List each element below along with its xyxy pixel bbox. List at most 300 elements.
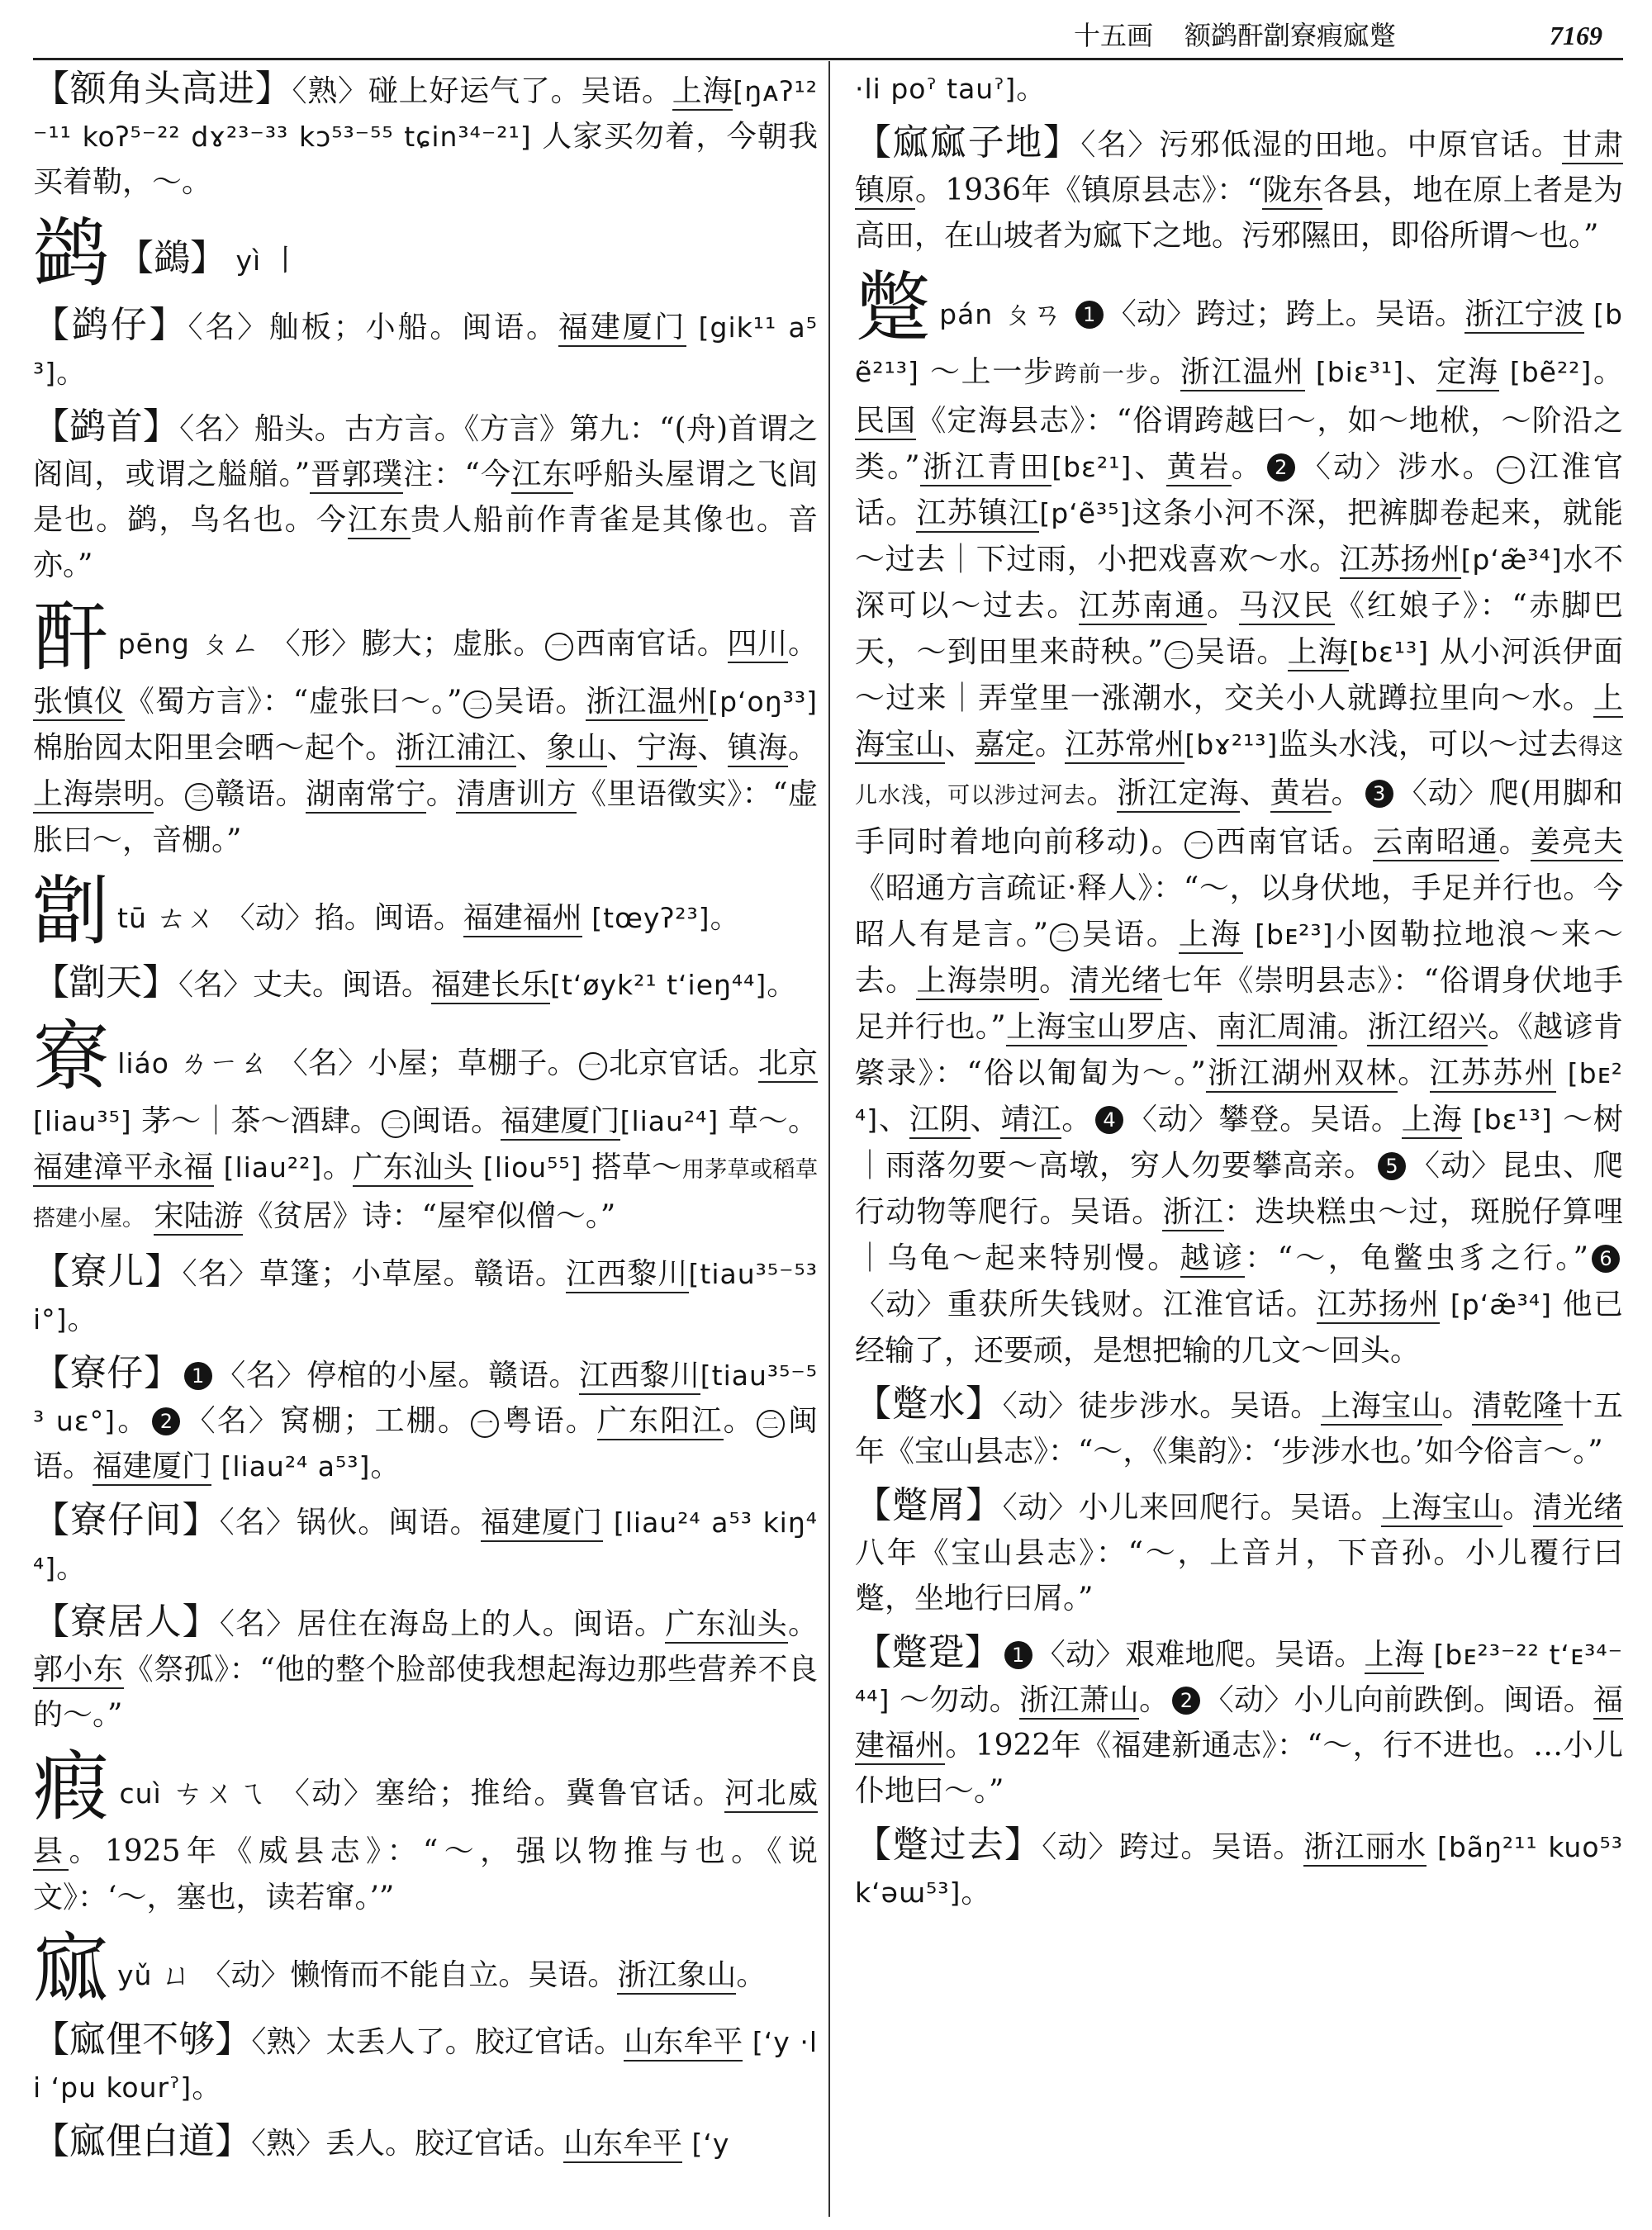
entry-text: 、 [944, 728, 976, 762]
entry-text: 〈动〉爬(用脚和手同时着地向前移动)。 [855, 776, 1623, 859]
entry-text: 。 [1498, 825, 1531, 859]
running-header [1074, 15, 1602, 51]
place-name: 南汇周浦 [1217, 1010, 1337, 1046]
entry-text: 。 [723, 1404, 755, 1438]
entry-text: 。 [710, 901, 740, 935]
sense-marker: 二 [1050, 923, 1078, 951]
entry-text: 。 [1336, 1010, 1368, 1044]
phonetic: [bᴇ²³] [1255, 918, 1334, 951]
phonetic: [bɛ¹³] [1472, 1103, 1553, 1136]
entry-liao-zai [33, 1350, 818, 1489]
sense-marker: 一 [545, 633, 573, 661]
entry-text: 。 [1592, 355, 1623, 389]
place-name: 上海崇明 [916, 964, 1039, 1000]
entry-text: 。 [1231, 450, 1264, 484]
entry-text: 《祭孤》：“他的整个脸部使我想起海边那些营养不良的～。” [33, 1653, 818, 1732]
phonetic: [ʻy [691, 2128, 730, 2160]
person-name: 姜亮夫 [1531, 825, 1623, 861]
entry-text: 。 [1016, 72, 1047, 106]
headword-yu [33, 1924, 818, 2013]
phonetic: [pʻæ̃³⁴] [1460, 543, 1563, 576]
entry-text: 注：“今 [402, 458, 512, 491]
entry-text: 西南官话。 [575, 627, 728, 661]
entry-text: 〈动〉跨过；跨上。吴语。 [1106, 297, 1465, 331]
sense-marker: 二 [1165, 641, 1193, 669]
entry-text: 〈名〉污邪低湿的田地。中原官话。 [1080, 128, 1563, 162]
entry-text: 。 [370, 1450, 401, 1483]
entry-text: 、 [697, 731, 728, 765]
entry-text: 〈动〉徒步涉水。吴语。 [1002, 1389, 1321, 1423]
phonetic: [bẽ²²] [1509, 356, 1593, 388]
sense-marker: 一 [471, 1410, 499, 1438]
pinyin: yǔ [117, 1959, 153, 1991]
place-name: 浙江温州 [1180, 355, 1305, 391]
entry-text: 《昭通方言疏证·释人》：“～，以身伏地，手足并行也。今昭人有是言。” [855, 871, 1623, 951]
place-name: 云南昭通 [1373, 825, 1498, 861]
place-name: 宁海 [637, 731, 697, 767]
entry-text: 。 [116, 1404, 150, 1438]
entry-pan-shui [855, 1381, 1623, 1474]
place-name: 黄岩 [1270, 776, 1332, 813]
entry-text: 呼船头屋谓之飞闾是也。鹢，鸟名也。今 [33, 458, 818, 537]
entry-text: ～树｜雨落勿要～高墩，穷人勿要攀高亲。 [855, 1103, 1623, 1183]
sense-marker: 二 [382, 1110, 410, 1138]
entry-yu-li-bai-dao [33, 2118, 818, 2166]
entry-headword: 【蹩水】 [855, 1383, 1003, 1425]
entry-text: 〈熟〉丢人。胶辽官话。 [251, 2127, 564, 2161]
phonetic: [ʻy ·li ʻpu kourˀ] [33, 2026, 818, 2104]
place-name: 福建福州 [855, 1683, 1623, 1765]
place-name: 江苏镇江 [916, 496, 1039, 533]
entry-text: 茅～｜茶～酒肆。 [131, 1104, 380, 1138]
entry-text: 。 [1061, 1103, 1093, 1136]
entry-text: ：“～，龟鳖虫豸之行。” [1245, 1241, 1588, 1275]
column-divider [828, 61, 830, 2217]
sense-number: 1 [184, 1362, 212, 1390]
place-name: 浙江定海 [1117, 776, 1239, 813]
place-name: 江苏扬州 [1340, 543, 1461, 579]
place-name: 浙江青田 [920, 450, 1052, 486]
entry-text: 水不深可以～过去。 [855, 543, 1623, 623]
entry-liao-zai-jian [33, 1497, 818, 1591]
place-name: 上海宝山 [855, 681, 1623, 764]
entry-text: 〈动〉懒惰而不能自立。吴语。 [201, 1958, 618, 1992]
place-name: 上海宝山 [1321, 1389, 1442, 1426]
entry-text: 七年《崇明县志》：“俗谓身伏地手足并行也。” [855, 964, 1623, 1044]
pinyin: tū [117, 902, 147, 934]
entry-text: 吴语。 [1080, 918, 1179, 951]
entry-text: 。 [1149, 355, 1181, 389]
entry-headword: 【劏天】 [33, 961, 178, 1004]
entry-e-jiao-tou-gao-jin [33, 66, 818, 205]
pinyin: liáo [117, 1047, 169, 1079]
entry-text: 《定海县志》：“俗谓跨越曰～，如～地栿，～阶沿之类。” [855, 404, 1623, 484]
place-name: 上海 [1288, 635, 1349, 671]
entry-text: 〈动〉昆虫、爬行动物等爬行。吴语。 [855, 1149, 1623, 1229]
header-rule [33, 58, 1623, 60]
entry-text: 。 [322, 1151, 354, 1184]
head-character: 鹢 [33, 210, 110, 298]
entry-liao-er [33, 1249, 818, 1342]
place-name: 福建福州 [463, 901, 582, 937]
entry-text: 贵人船前作青雀是其像也。音亦。” [33, 503, 818, 582]
place-name: 江苏扬州 [1317, 1288, 1440, 1324]
gloss-note: 跨前一步 [1054, 362, 1150, 387]
place-name: 上海崇明 [33, 777, 154, 814]
place-name: 上海 [1402, 1103, 1463, 1139]
header-characters: 额鹢酐劏寮瘕寙蹩 [1184, 20, 1397, 51]
headword-pan [855, 263, 1623, 1374]
sense-number: 3 [1365, 780, 1393, 808]
phonetic: [bᴇ²³⁻²² tʻᴇ³⁴⁻⁴⁴] [855, 1639, 1623, 1716]
entry-text: 江淮官话。 [855, 450, 1623, 530]
pinyin: pēng [117, 628, 190, 660]
phonetic: [tœyʔ²³] [591, 902, 710, 934]
entry-text: 。 [192, 2071, 222, 2104]
place-name: 清光绪 [1533, 1491, 1623, 1527]
entry-text: 。 [56, 1551, 87, 1585]
zhuyin: ㄊㄨ [156, 901, 216, 935]
place-name: 上海 [1179, 918, 1243, 954]
entry-text: 十五年《宝山县志》：“～，《集韵》：‘步涉水也。’如今俗言～。” [855, 1389, 1623, 1468]
entry-text: 。 [787, 1607, 818, 1641]
head-character: 酐 [33, 593, 110, 681]
entry-text: 〈熟〉太丢人了。胶辽官话。 [251, 2025, 624, 2059]
entry-text: 。 [425, 777, 457, 811]
headword-tu [33, 867, 818, 956]
place-name: 四川 [728, 627, 788, 663]
place-name: 山东牟平 [563, 2127, 682, 2163]
place-name: 福建长乐 [431, 968, 550, 1004]
phonetic: [biɛ³¹] [1315, 356, 1405, 388]
place-name: 上海 [672, 74, 733, 111]
entry-text: ～上一步 [919, 355, 1055, 389]
entry-text: 、 [1186, 1010, 1218, 1044]
entry-text: 。 [1086, 776, 1118, 810]
phonetic: [liou⁵⁵] [482, 1151, 582, 1184]
entry-headword: 【寮居人】 [33, 1601, 220, 1643]
place-name: 广东汕头 [665, 1607, 788, 1644]
entry-text: 《里语徵实》：“虚胀曰～，音棚。” [33, 777, 818, 857]
entry-text: 。1925年《威县志》：“～，强以物推与也。《说文》：‘～，塞也，读若窜。’” [33, 1834, 818, 1914]
entry-text: 。 [787, 731, 818, 765]
right-column [855, 66, 1623, 2222]
entry-text: ：迭块糕虫～过，斑脱仔算哩｜乌龟～起来特别慢。 [855, 1195, 1623, 1275]
place-name: 浙江 [1162, 1195, 1224, 1231]
place-name: 江阴 [909, 1103, 971, 1139]
place-name: 上海 [1365, 1638, 1424, 1674]
head-character: 劏 [33, 867, 110, 956]
entry-pan-xie [855, 1483, 1623, 1621]
entry-text: 〈动〉塞给；推给。冀鲁官话。 [279, 1777, 725, 1810]
phonetic: [liau²⁴ a⁵³] [221, 1450, 371, 1483]
phonetic: [bãŋ²¹¹ kuo⁵³ kʻəɯ⁵³] [855, 1831, 1623, 1909]
entry-text: 。 [1331, 776, 1362, 810]
entry-text: 草～。 [719, 1104, 818, 1138]
place-name: 广东阳江 [597, 1404, 724, 1440]
sense-number: 1 [1075, 301, 1104, 329]
entry-headword: 【蹩跫】 [855, 1631, 1001, 1673]
place-name: 镇海 [728, 731, 788, 767]
gloss-note: 得这儿水浅，可以涉过河去 [855, 734, 1623, 809]
entry-text: 〈熟〉碰上好运气了。吴语。 [292, 74, 672, 108]
entry-text: 〈动〉涉水。 [1298, 450, 1495, 484]
place-name: 江东 [511, 458, 572, 494]
phonetic: [pʻoŋ³³] [708, 686, 818, 718]
person-name: 宋陆游 [154, 1199, 243, 1236]
zhuyin: ㄆㄥ [200, 627, 261, 661]
gloss-note: 用茅草或稻草搭建小屋。 [33, 1157, 818, 1231]
sense-number: 2 [1267, 453, 1295, 482]
entry-liao-ju-ren [33, 1599, 818, 1738]
entry-text: 。 [153, 777, 184, 811]
phonetic: [liau³⁵] [33, 1105, 132, 1137]
entry-yu-li-bu-gou [33, 2017, 818, 2110]
entry-text: 〈名〉窝棚；工棚。 [183, 1404, 470, 1438]
entry-text: 这条小河不深，把裤脚卷起来，就能～过去｜下过雨，小把戏喜欢～水。 [855, 496, 1623, 576]
entry-text: 八年《宝山县志》：“～，上音爿，下音孙。小儿覆行曰蹩，坐地行曰屑。” [855, 1536, 1623, 1616]
stroke-count: 十五画 [1074, 20, 1154, 51]
headword-cui [33, 1743, 818, 1921]
entry-text: 〈名〉草篷；小草屋。赣语。 [182, 1257, 567, 1291]
entry-text: 、 [606, 731, 638, 765]
place-name: 福建漳平永福 [33, 1151, 214, 1187]
entry-text: 《蜀方言》：“虚张曰～。” [124, 685, 463, 719]
entry-yu-yu-zi-di [855, 120, 1623, 259]
entry-text: 吴语。 [493, 685, 586, 719]
phonetic: [tʻøyk²¹ tʻieŋ⁴⁴] [550, 969, 767, 1001]
sense-marker: 一 [1184, 831, 1213, 859]
entry-text: 。 [1207, 589, 1239, 623]
source-title: 越谚 [1180, 1241, 1246, 1278]
sense-number: 2 [152, 1407, 180, 1435]
place-name: 广东汕头 [353, 1151, 473, 1187]
phonetic: [pʻæ̃³⁴] [1450, 1288, 1552, 1321]
place-name: 北京 [758, 1046, 818, 1083]
entry-text: 。1936年《镇原县志》：“ [914, 173, 1262, 207]
place-name: 黄岩 [1166, 450, 1231, 486]
place-name: 福建厦门 [481, 1506, 604, 1542]
place-name: 湖南常宁 [306, 777, 426, 814]
entry-text: 他已经输了，还要顽，是想把输的几文～回头。 [855, 1288, 1623, 1368]
entry-text: 棉胎囥太阳里会晒～起个。 [33, 731, 396, 765]
place-name: 浙江浦江 [396, 731, 516, 767]
head-character: 寙 [33, 1924, 110, 2013]
entry-text: 、 [1132, 450, 1167, 484]
place-name: 浙江萧山 [1019, 1683, 1139, 1720]
entry-headword: 【寙俚不够】 [33, 2019, 252, 2061]
pinyin: yì [235, 244, 262, 277]
entry-text: 、 [878, 1103, 909, 1136]
sense-number: 6 [1592, 1245, 1620, 1273]
entry-text: 〈名〉舢板；小船。闽语。 [188, 311, 558, 344]
entry-text: 。《越谚肯綮录》：“俗以匍匐为～。” [855, 1010, 1623, 1090]
entry-headword: 【蹩过去】 [855, 1824, 1042, 1866]
place-name: 上海宝山罗店 [1006, 1010, 1187, 1046]
head-character: 蹩 [855, 263, 932, 352]
entry-text: 各县，地在原上者是为高田，在山坡者为寙下之地。污邪隰田，即俗所谓～也。” [855, 173, 1623, 253]
place-name: 河北威县 [33, 1777, 818, 1871]
headword-liao [33, 1013, 818, 1242]
place-name: 江苏南通 [1079, 589, 1207, 625]
entry-text: 。1922年《福建新通志》：“～，行不进也。…小儿仆地曰～。” [855, 1729, 1623, 1808]
entry-text: 《贫居》诗：“屋窄似僧～。” [243, 1199, 616, 1233]
head-character: 瘕 [33, 1743, 112, 1831]
place-name: 江西黎川 [566, 1257, 688, 1293]
sense-marker: 三 [185, 783, 213, 811]
sense-number: 4 [1095, 1106, 1123, 1134]
variant-form: 【鷁】 [117, 237, 227, 279]
page-number: 7169 [1550, 21, 1602, 50]
phonetic: ·li poˀ tauˀ] [855, 73, 1017, 105]
headword-yi [33, 210, 818, 298]
entry-text: 、 [1404, 355, 1437, 389]
place-name: 浙江绍兴 [1367, 1010, 1488, 1046]
entry-text: 。 [1441, 1389, 1473, 1423]
entry-text: 。 [767, 968, 797, 1002]
sense-marker: 二 [757, 1410, 785, 1438]
place-name: 甘肃镇原 [855, 128, 1623, 210]
entry-headword: 【寮仔间】 [33, 1499, 220, 1541]
sense-marker: 一 [1497, 456, 1525, 484]
entry-text: 。 [1502, 1491, 1533, 1525]
entry-text: 〈名〉船头。古方言。《方言》第九：“(舟)首谓之阁闾，或谓之艗艏。” [33, 412, 818, 491]
entry-text: 〈动〉艰难地爬。吴语。 [1035, 1638, 1365, 1672]
entry-text: 〈动〉掐。闽语。 [225, 901, 463, 935]
entry-text: 〈形〉膨大；虚胀。 [270, 627, 544, 661]
place-name: 民国 [855, 404, 916, 440]
place-name: 福建厦门 [93, 1450, 211, 1486]
sense-number: 5 [1378, 1152, 1406, 1180]
entry-tu-tian [33, 960, 818, 1008]
headword-peng [33, 593, 818, 864]
place-name: 江西黎川 [579, 1359, 700, 1395]
entry-text: 。 [1139, 1683, 1170, 1717]
sense-number: 1 [1004, 1641, 1032, 1669]
phonetic: [ŋᴀʔ¹²⁻¹¹ koʔ⁵⁻²² dɤ²³⁻³³ kɔ⁵³⁻⁵⁵ tɕin³⁴⁻²¹] [33, 75, 818, 153]
entry-headword: 【寮儿】 [33, 1250, 183, 1293]
phonetic: [liau²²] [223, 1151, 323, 1184]
phonetic: [bɛ¹³] [1349, 636, 1430, 668]
zhuyin: 丨 [270, 244, 301, 278]
entry-text: 〈动〉小儿向前跌倒。闽语。 [1203, 1683, 1593, 1717]
entry-text: 〈名〉居住在海岛上的人。闽语。 [219, 1607, 666, 1641]
entry-text: 、 [970, 1103, 1001, 1136]
sense-marker: 二 [463, 690, 491, 719]
phonetic: [gik¹¹ a⁵³] [33, 311, 818, 389]
place-name: 浙江丽水 [1303, 1830, 1427, 1867]
place-name: 上海宝山 [1381, 1491, 1502, 1527]
entry-headword: 【寮仔】 [33, 1352, 181, 1394]
entry-text: 西南官话。 [1213, 825, 1374, 859]
entry-text: 。 [787, 627, 818, 661]
entry-text: 监头水浅，可以～过去 [1278, 728, 1578, 762]
entry-continuation [855, 66, 1623, 112]
entry-text: 。 [736, 1958, 767, 1992]
place-name: 清光绪 [1070, 964, 1162, 1000]
entry-text: 从小河浜伊面～过来｜弄堂里一涨潮水，交关小人就蹲拉里向～水。 [855, 635, 1623, 715]
place-name: 清乾隆 [1472, 1389, 1563, 1426]
entry-text: 闽语。 [33, 1404, 818, 1483]
entry-text: 。 [1039, 964, 1070, 998]
entry-text: 闽语。 [411, 1104, 501, 1138]
entry-headword: 【寙俚白道】 [33, 2120, 251, 2162]
entry-text: ～勿动。 [890, 1683, 1020, 1717]
entry-text: 。 [1034, 728, 1066, 762]
entry-text: 搭草～ [582, 1151, 682, 1184]
entry-text: 、 [1239, 776, 1270, 810]
entry-text: 。 [1398, 1056, 1430, 1090]
entry-text: 〈动〉重获所失钱财。江淮官话。 [855, 1288, 1317, 1321]
zhuyin: ㄩ [161, 1958, 192, 1992]
phonetic: [bẽ²¹³] [855, 298, 1623, 388]
entry-text: 、 [515, 731, 547, 765]
place-name: 浙江宁波 [1464, 297, 1583, 334]
entry-headword: 【寙寙子地】 [855, 121, 1081, 164]
phonetic: [liau²⁴] [620, 1105, 719, 1137]
place-name: 浙江象山 [617, 1958, 736, 1995]
entry-headword: 【蹩屑】 [855, 1484, 1003, 1526]
place-name: 福建厦门 [558, 311, 686, 347]
entry-text: 。 [67, 1302, 97, 1336]
phonetic: [liau²⁴ a⁵³ kiŋ⁴⁴] [33, 1506, 818, 1584]
zhuyin: ㄆㄢ [1002, 297, 1063, 331]
place-name: 浙江湖州双林 [1206, 1056, 1398, 1093]
person-name: 清唐训方 [456, 777, 577, 814]
place-name: 靖江 [1000, 1103, 1061, 1139]
place-name: 江东 [348, 503, 411, 539]
phonetic: [pʻẽ³⁵] [1039, 497, 1132, 529]
phonetic: [bɤ²¹³] [1184, 728, 1279, 761]
head-character: 寮 [33, 1013, 110, 1101]
pinyin: pán [939, 298, 994, 330]
entry-headword: 【鹢仔】 [33, 304, 188, 346]
phonetic: [bɛ²¹] [1051, 451, 1132, 483]
sense-marker: 一 [579, 1052, 607, 1080]
place-name: 福建厦门 [501, 1104, 620, 1141]
place-name: 山东牟平 [624, 2025, 743, 2062]
place-name: 江苏苏州 [1430, 1056, 1556, 1093]
entry-pan-guo-qu [855, 1822, 1623, 1915]
entry-text: 粤语。 [501, 1404, 597, 1438]
entry-text: 〈动〉攀登。吴语。 [1127, 1103, 1402, 1136]
entry-headword: 【额角头高进】 [33, 68, 292, 110]
entry-text: 吴语。 [1194, 635, 1288, 669]
sense-number: 2 [1172, 1687, 1200, 1715]
phonetic: [tiau³⁵⁻⁵³ uɛ°] [33, 1359, 818, 1437]
entry-text: 〈名〉停棺的小屋。赣语。 [215, 1359, 580, 1393]
entry-text: 北京官话。 [608, 1046, 758, 1080]
entry-text: 〈名〉丈夫。闽语。 [178, 968, 432, 1002]
zhuyin: ㄘㄨㄟ [173, 1777, 268, 1810]
entry-yi-shou [33, 404, 818, 588]
entry-text: 小囡勒拉地浪～来～去。 [855, 918, 1623, 998]
entry-text: 〈名〉小屋；草棚子。 [278, 1046, 577, 1080]
phonetic: [bᴇ²⁴] [855, 1057, 1623, 1136]
person-name: 马汉民 [1239, 589, 1335, 625]
zhuyin: ㄌㄧㄠ [178, 1046, 269, 1080]
person-name: 张慎仪 [33, 685, 125, 721]
entry-text: 〈动〉跨过。吴语。 [1042, 1830, 1304, 1864]
entry-pan-qiong [855, 1630, 1623, 1814]
entry-headword: 【鹢首】 [33, 406, 180, 448]
entry-text: 。 [961, 1876, 991, 1910]
phonetic: [tiau³⁵⁻⁵³ i°] [33, 1258, 818, 1336]
place-name: 嘉定 [975, 728, 1035, 764]
entry-text: 。 [56, 356, 87, 390]
entry-text: 人家买勿着，今朝我买着勒，～。 [33, 120, 818, 199]
place-name: 陇东 [1262, 173, 1322, 210]
